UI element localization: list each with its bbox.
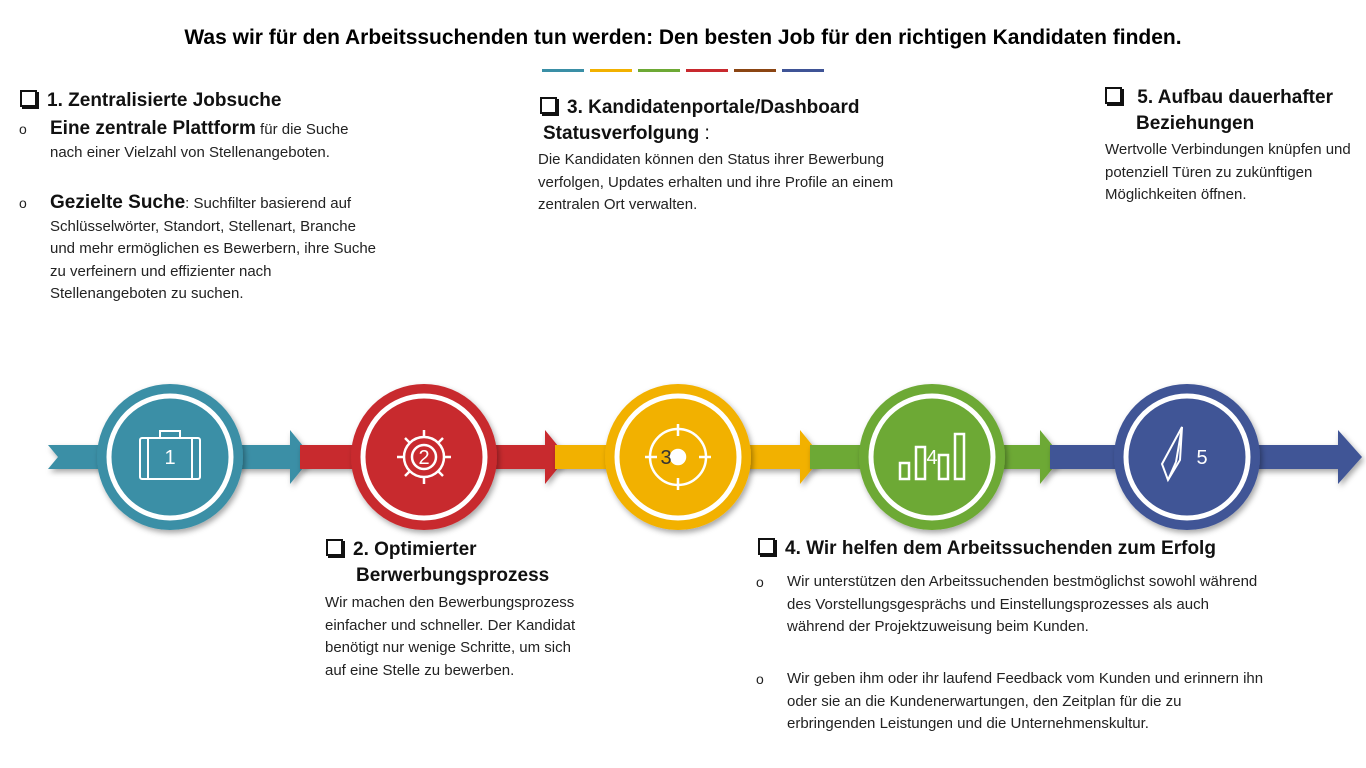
divider-segment [542, 69, 584, 72]
section-2-number: 2. [353, 539, 369, 560]
divider-segment [734, 69, 776, 72]
bullet-text: : Suchfilter basierend auf [185, 195, 352, 212]
section-4-bullet-1 [756, 571, 1267, 639]
bullet-bold-text: Eine zentrale Plattform [50, 118, 256, 139]
section-1-bullet-2 [19, 192, 380, 306]
step-number: 1 [164, 447, 176, 469]
section-5-text: Wertvolle Verbindungen knüpfen und potenziell Türen zu zukünftigen Möglichkeiten öffnen. [1105, 141, 1351, 203]
bullet-text-rest: Schlüsselwörter, Standort, Stellenart, Branche und mehr ermöglichen es Bewerbern, ihre Suche zu verfeinern und effizienter nach Stellenangeboten zu suchen. [50, 217, 377, 302]
checkbox-icon [758, 538, 775, 555]
divider-segment [782, 69, 824, 72]
bullet-ring-icon: o [19, 195, 27, 211]
step-circle-3 [605, 384, 751, 530]
step-number: 2 [418, 447, 430, 469]
divider-segment [590, 69, 632, 72]
section-2-title [326, 537, 549, 589]
section-1-number: 1. [47, 90, 63, 111]
section-4-title [758, 536, 1216, 562]
divider-segment [638, 69, 680, 72]
section-5-title [1105, 85, 1333, 137]
section-1-heading: Zentralisierte Jobsuche [68, 90, 282, 111]
section-2-heading-line1: Optimierter [374, 539, 477, 560]
step-number: 3 [660, 447, 672, 469]
step-number: 5 [1196, 447, 1208, 469]
step-circle-5 [1114, 384, 1260, 530]
checkbox-icon [540, 97, 557, 114]
section-2-text: Wir machen den Bewerbungsprozess einfacher und schneller. Der Kandidat benötigt nur wenige Schritte, um sich auf eine Stelle zu bewerben. [325, 594, 576, 679]
bullet-text-rest: nach einer Vielzahl von Stellenangeboten. [50, 143, 330, 161]
section-5-number: 5. [1137, 87, 1154, 108]
section-3-text: Die Kandidaten können den Status ihrer Bewerbung verfolgen, Updates erhalten und ihre Profile an einem zentralen Ort verwalten. [538, 151, 894, 213]
bullet-text: Wir unterstützen den Arbeitssuchenden bestmöglichst sowohl während des Vorstellungsgesprächs und Einstellungsprozesses als auch während der Projektzuweisung beim Kunden. [787, 573, 1258, 635]
step-circle-4 [859, 384, 1005, 530]
checkbox-icon [1105, 87, 1122, 104]
bullet-bold-text: Gezielte Suche [50, 192, 186, 213]
section-3-number: 3. [567, 97, 583, 118]
bullet-text: für die Suche [255, 121, 349, 138]
process-timeline [0, 380, 1366, 540]
section-4-number: 4. [785, 538, 801, 559]
step-number: 4 [926, 447, 938, 469]
divider-segment [686, 69, 728, 72]
section-3-heading-line1: Kandidatenportale/Dashboard [588, 97, 860, 118]
section-3-title [540, 95, 859, 147]
bullet-ring-icon: o [756, 574, 764, 590]
section-3-heading-line2: Statusverfolgung [543, 123, 700, 144]
section-4-bullet-2 [756, 668, 1267, 736]
bullet-text: Wir geben ihm oder ihr laufend Feedback vom Kunden und erinnern ihn oder sie an die Kundenerwartungen, den Zeitplan für die zu erbringenden Leistungen und die Unternehmenskultur. [787, 670, 1264, 732]
section-5-heading-line2: Beziehungen [1136, 113, 1255, 134]
section-5-heading-line1: Aufbau dauerhafter [1157, 87, 1333, 108]
section-1-bullet-1 [19, 118, 380, 164]
section-1-title [20, 88, 281, 114]
checkbox-icon [326, 539, 343, 556]
bullet-ring-icon: o [19, 121, 27, 137]
step-circle-2 [351, 384, 497, 530]
checkbox-icon [20, 90, 37, 107]
section-4-heading: Wir helfen dem Arbeitssuchenden zum Erfolg [806, 538, 1216, 559]
bullet-ring-icon: o [756, 671, 764, 687]
page-title: Was wir für den Arbeitssuchenden tun werden: Den besten Job für den richtigen Kandidaten finden. [184, 26, 1182, 49]
step-circle-1 [97, 384, 243, 530]
section-3-heading-suffix: : [699, 123, 710, 144]
section-2-heading-line2: Berwerbungsprozess [356, 565, 550, 586]
